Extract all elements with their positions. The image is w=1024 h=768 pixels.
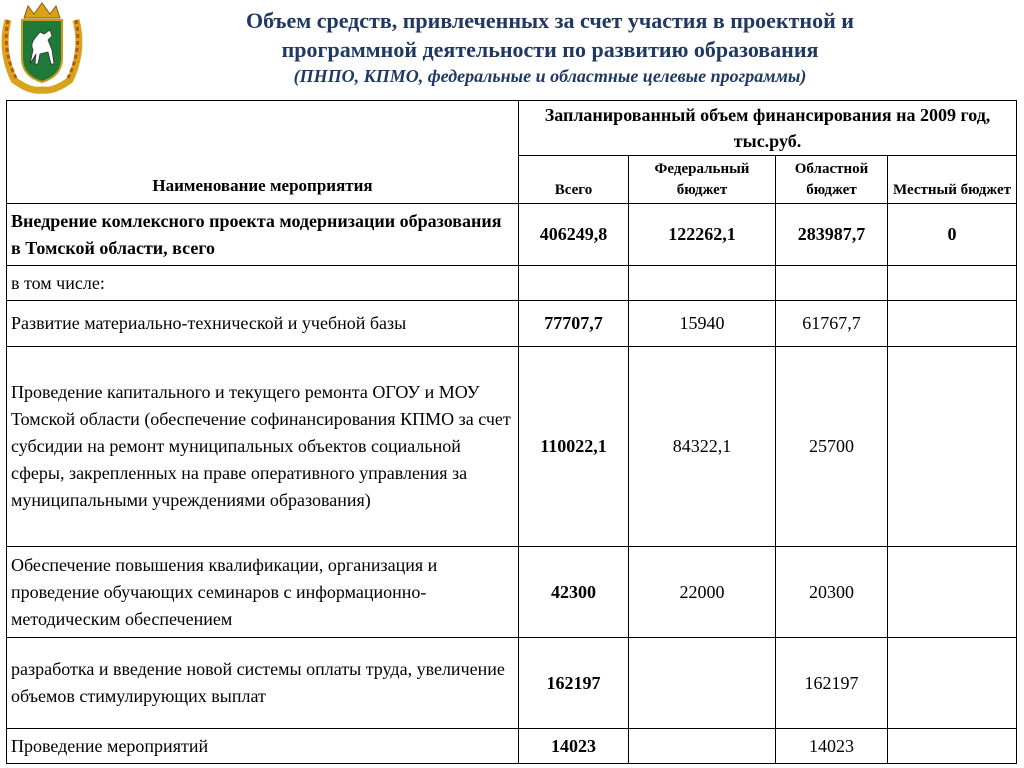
row-name: Проведение капитального и текущего ремонта ОГОУ и МОУ Томской области (обеспечение софинансирования КПМО за счет субсидии на ремонт муниципальных объектов социальной сферы, закрепленных на праве оперативного управления за муниципальными учреждениями образования) [7, 347, 519, 547]
row-local [888, 547, 1017, 638]
row-federal: 122262,1 [629, 204, 776, 266]
row-total [519, 266, 629, 301]
table-row [7, 266, 1017, 301]
table-row [7, 729, 1017, 764]
row-total: 77707,7 [519, 301, 629, 347]
row-federal: 15940 [629, 301, 776, 347]
row-total: 42300 [519, 547, 629, 638]
row-name: Внедрение комлексного проекта модернизации образования в Томской области, всего [7, 204, 519, 266]
row-federal [629, 729, 776, 764]
row-regional: 25700 [776, 347, 888, 547]
header-local: Местный бюджет [888, 156, 1017, 204]
funding-table [6, 100, 1017, 764]
title-line-1: Объем средств, привлеченных за счет участия в проектной и [246, 8, 854, 33]
title-line-2: программной деятельности по развитию образования [281, 37, 819, 62]
row-federal [629, 638, 776, 729]
row-total: 110022,1 [519, 347, 629, 547]
row-regional: 61767,7 [776, 301, 888, 347]
row-name: в том числе: [7, 266, 519, 301]
row-local: 0 [888, 204, 1017, 266]
coat-of-arms-icon [0, 0, 84, 94]
table-row [7, 204, 1017, 266]
row-local [888, 729, 1017, 764]
header-regional: Областной бюджет [776, 156, 888, 204]
row-name: Развитие материально-технической и учебной базы [7, 301, 519, 347]
row-regional: 14023 [776, 729, 888, 764]
row-regional: 20300 [776, 547, 888, 638]
row-federal [629, 266, 776, 301]
slide-header [0, 0, 1024, 100]
row-federal: 84322,1 [629, 347, 776, 547]
table-row [7, 301, 1017, 347]
row-name: разработка и введение новой системы оплаты труда, увеличение объемов стимулирующих выплат [7, 638, 519, 729]
header-planned: Запланированный объем финансирования на 2009 год, тыс.руб. [519, 101, 1017, 156]
row-total: 162197 [519, 638, 629, 729]
row-regional: 162197 [776, 638, 888, 729]
row-local [888, 347, 1017, 547]
row-name: Проведение мероприятий [7, 729, 519, 764]
row-regional [776, 266, 888, 301]
header-total: Всего [519, 156, 629, 204]
header-federal: Федеральный бюджет [629, 156, 776, 204]
row-total: 406249,8 [519, 204, 629, 266]
table-row [7, 347, 1017, 547]
table-row [7, 547, 1017, 638]
row-local [888, 266, 1017, 301]
table-row [7, 638, 1017, 729]
row-local [888, 638, 1017, 729]
row-regional: 283987,7 [776, 204, 888, 266]
header-name: Наименование мероприятия [7, 101, 519, 204]
slide-title [150, 6, 950, 88]
row-federal: 22000 [629, 547, 776, 638]
row-local [888, 301, 1017, 347]
row-total: 14023 [519, 729, 629, 764]
slide-subtitle: (ПНПО, КПМО, федеральные и областные целевые программы) [293, 66, 807, 86]
row-name: Обеспечение повышения квалификации, организация и проведение обучающих семинаров с информационно-методическим обеспечением [7, 547, 519, 638]
